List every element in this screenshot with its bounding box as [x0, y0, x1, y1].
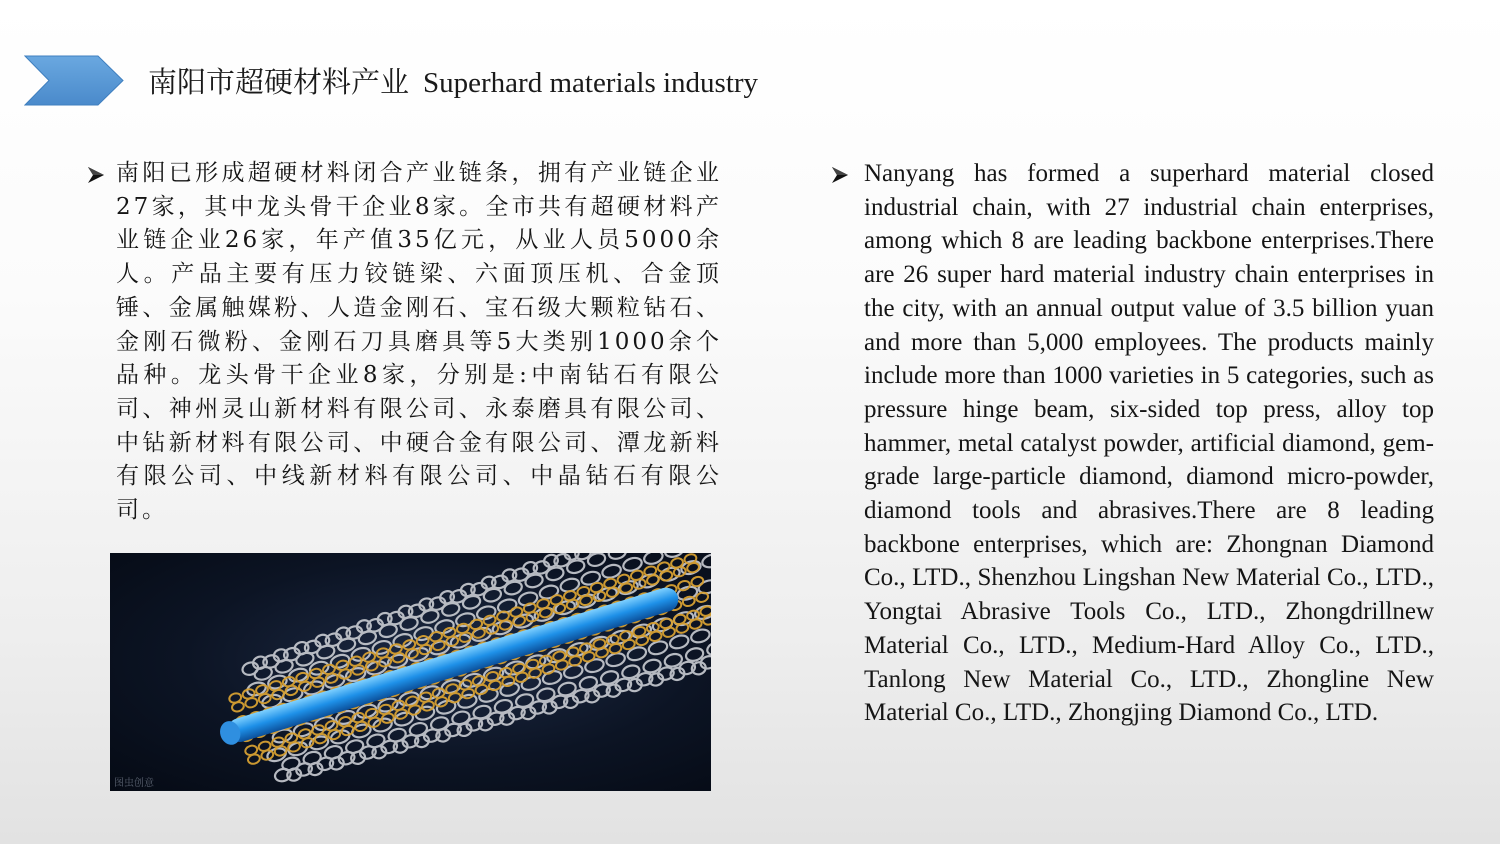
page-title-en: Superhard materials industry — [423, 67, 759, 99]
page-title — [148, 62, 758, 103]
title-chevron-icon — [24, 55, 124, 106]
cn-description-text: 南阳已形成超硬材料闭合产业链条，拥有产业链企业27家，其中龙头骨干企业8家。全市共有超硬材料产业链企业26家，年产值35亿元，从业人员5000余人。产品主要有压力铰链梁、六面顶压机、合金顶锤、金属触媒粉、人造金刚石、宝石级大颗粒钻石、金刚石微粉、金刚石刀具磨具等5大类别1000余个品种。龙头骨干企业8家，分别是:中南钻石有限公司、神州灵山新材料有限公司、永泰磨具有限公司、中钻新材料有限公司、中硬合金有限公司、潭龙新料有限公司、中线新材料有限公司、中晶钻石有限公司。 — [116, 160, 722, 524]
page-title-cn: 南阳市超硬材料产业 — [148, 65, 410, 99]
arrow-bullet-icon — [86, 157, 106, 190]
image-watermark: 图虫创意 — [114, 778, 154, 789]
arrow-bullet-icon — [830, 157, 850, 190]
nanotube-image — [110, 553, 711, 791]
en-description-text: Nanyang has formed a superhard material closed industrial chain, with 27 industrial chain enterprises, among which 8 are leading backbone enterprises.There are 26 super hard material industry chain enterprises in the city, with an annual output value of 3.5 billion yuan and more than 5,000 employees. The products mainly include more than 1000 varieties in 5 categories, such as pressure hinge beam, six-sided top press, alloy top hammer, metal catalyst powder, artificial diamond, gem-grade large-particle diamond, diamond micro-powder, diamond tools and abrasives.There are 8 leading backbone enterprises, which are: Zhongnan Diamond Co., LTD., Shenzhou Lingshan New Material Co., LTD., Yongtai Abrasive Tools Co., LTD., Zhongdrillnew Material Co., LTD., Medium-Hard Alloy Co., LTD., Tanlong New Material Co., LTD., Zhongline New Material Co., LTD., Zhongjing Diamond Co., LTD. — [864, 160, 1434, 727]
